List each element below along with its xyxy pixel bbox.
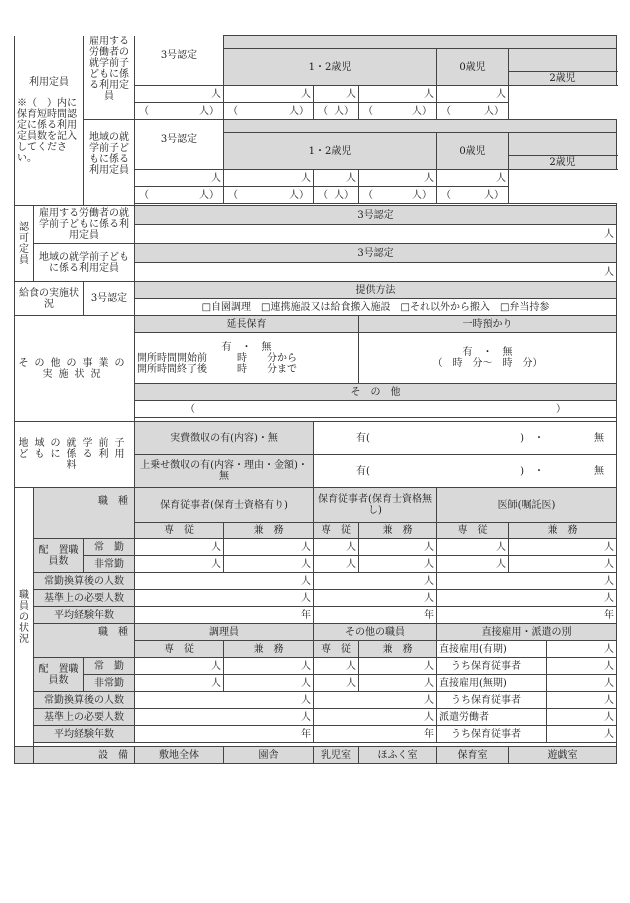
staff-job-type-1: 職 種 xyxy=(34,488,135,539)
os-dedicated-parttime[interactable]: 人 xyxy=(314,675,359,692)
temporary-care-detail[interactable] xyxy=(359,333,617,384)
dispatched-label: 派遣労働者 xyxy=(437,709,547,726)
facility-corner xyxy=(15,747,34,764)
nq-fte[interactable]: 人 xyxy=(135,573,314,590)
other-detail[interactable]: （ ） xyxy=(135,401,617,418)
dr-avg-years[interactable]: 年 xyxy=(437,607,617,624)
facility-col-infant-room: 乳児室 xyxy=(314,747,359,764)
direct-fixed-label: 直接雇用(有期) xyxy=(437,641,547,658)
other-staff-header: その他の職員 xyxy=(314,624,437,641)
required-label-2: 基準上の必要人数 xyxy=(34,709,135,726)
dr-fte[interactable]: 人 xyxy=(437,573,617,590)
fte-label-1: 常勤換算後の人数 xyxy=(34,573,135,590)
employee-age12-header: 1・2歳児 xyxy=(224,49,437,86)
employee-age12-short[interactable]: （ 人） xyxy=(224,103,314,120)
dr-concurrent-parttime[interactable]: 人 xyxy=(509,556,617,573)
local-age12-count[interactable]: 人 xyxy=(224,170,314,187)
nn-concurrent-fulltime[interactable]: 人 xyxy=(359,539,437,556)
cook-concurrent-fulltime[interactable]: 人 xyxy=(224,658,314,675)
employee-age0-short[interactable]: （ 人） xyxy=(437,103,509,120)
cook-header: 調理員 xyxy=(135,624,314,641)
employee-capacity-label: 雇用する労働者の就学前子どもに係る利用定員 xyxy=(84,36,135,120)
employee-age1-short[interactable]: （ 人） xyxy=(359,103,437,120)
approved-local-count[interactable]: 人 xyxy=(135,263,617,282)
parttime-label-2: 非常勤 xyxy=(84,675,135,692)
employee-age0-header: 0歳児 xyxy=(437,49,509,86)
temporary-time: （ 時 分〜 時 分） xyxy=(432,358,543,369)
staff-label: 職員の状況 xyxy=(15,488,34,747)
avg-years-label-1: 平均経験年数 xyxy=(34,607,135,624)
permanent-nursery-count[interactable]: 人 xyxy=(547,692,617,709)
nursery-noqual-header: 保育従事者(保育士資格無し) xyxy=(314,488,437,523)
local-age2-header: 2歳児 xyxy=(509,156,617,170)
fulltime-label-1: 常 勤 xyxy=(84,539,135,556)
local-capacity-label: 地域の就学前子どもに係る利用定員 xyxy=(84,120,135,206)
fulltime-label-2: 常 勤 xyxy=(84,658,135,675)
nn-concurrent-parttime[interactable]: 人 xyxy=(359,556,437,573)
nursery-qual-header: 保育従事者(保育士資格有り) xyxy=(135,488,314,523)
facility-label: 設 備 xyxy=(34,747,135,764)
employee-age0-count[interactable]: 人 xyxy=(437,86,509,103)
capacity-label: 利用定員 xyxy=(29,76,69,88)
nq-concurrent-header: 兼 務 xyxy=(224,523,314,539)
local-age0-header: 0歳児 xyxy=(437,133,509,170)
os-concurrent-parttime[interactable]: 人 xyxy=(359,675,437,692)
nq-dedicated-fulltime[interactable]: 人 xyxy=(135,539,224,556)
nn-required[interactable]: 人 xyxy=(314,590,437,607)
facility-col-building: 園舎 xyxy=(224,747,314,764)
extended-end: 開所時間終了後 時 分まで xyxy=(137,363,297,375)
facility-col-play-room: 遊戯室 xyxy=(509,747,617,764)
cook-dedicated-parttime[interactable]: 人 xyxy=(135,675,224,692)
fees-actual-label: 実費徴収の有(内容)・無 xyxy=(135,422,314,455)
fte-label-2: 常勤換算後の人数 xyxy=(34,692,135,709)
employee-cert3-count[interactable]: 人 xyxy=(135,86,224,103)
local-age2-short[interactable]: （ 人） xyxy=(314,187,359,204)
nq-dedicated-parttime[interactable]: 人 xyxy=(135,556,224,573)
nq-concurrent-parttime[interactable]: 人 xyxy=(224,556,314,573)
approved-local-cert3: 3号認定 xyxy=(135,244,617,263)
local-age-header-band xyxy=(224,120,617,133)
placement-label-1: 配 置職員数 xyxy=(34,539,84,573)
extended-care-detail[interactable] xyxy=(135,333,359,384)
staff-job-type-2: 職 種 xyxy=(34,624,135,658)
local-age0-count[interactable]: 人 xyxy=(437,170,509,187)
placement-label-2: 配 置職員数 xyxy=(34,658,84,692)
dr-dedicated-header: 専 従 xyxy=(437,523,509,539)
nn-dedicated-parttime[interactable]: 人 xyxy=(314,556,359,573)
local-cert3-header: 3号認定 xyxy=(135,120,224,170)
nn-concurrent-header: 兼 務 xyxy=(359,523,437,539)
dr-dedicated-parttime[interactable]: 人 xyxy=(437,556,509,573)
employee-spacer xyxy=(509,49,617,72)
approved-label: 認可定員 xyxy=(15,206,34,282)
required-label-1: 基準上の必要人数 xyxy=(34,590,135,607)
capacity-section xyxy=(15,36,84,206)
avg-years-label-2: 平均経験年数 xyxy=(34,726,135,743)
cook-concurrent-header: 兼 務 xyxy=(224,641,314,658)
os-avg-years[interactable]: 年 xyxy=(314,726,437,743)
dr-concurrent-fulltime[interactable]: 人 xyxy=(509,539,617,556)
local-age2-count[interactable]: 人 xyxy=(314,170,359,187)
local-age1-short[interactable]: （ 人） xyxy=(359,187,437,204)
meal-options[interactable]: □自園調理 □連携施設又は給食搬入施設 □それ以外から搬入 □弁当持参 xyxy=(135,299,617,316)
other-header: そ の 他 xyxy=(135,384,617,401)
facility-col-site: 敷地全体 xyxy=(135,747,224,764)
local-age1-count[interactable]: 人 xyxy=(359,170,437,187)
nn-dedicated-header: 専 従 xyxy=(314,523,359,539)
direct-fixed-count[interactable]: 人 xyxy=(547,641,617,658)
employee-age1-count[interactable]: 人 xyxy=(359,86,437,103)
employee-cert3-short[interactable]: （ 人） xyxy=(135,103,224,120)
local-age12-short[interactable]: （ 人） xyxy=(224,187,314,204)
direct-dispatch-header: 直接雇用・派遣の別 xyxy=(437,624,617,641)
direct-permanent-label: 直接雇用(無期) xyxy=(437,675,547,692)
local-spacer xyxy=(509,133,617,156)
approved-employee-cert3: 3号認定 xyxy=(135,206,617,225)
employee-age-header-band xyxy=(224,36,617,49)
os-required[interactable]: 人 xyxy=(314,709,437,726)
approved-local-label: 地域の就学前子どもに係る利用定員 xyxy=(34,244,135,282)
nn-avg-years[interactable]: 年 xyxy=(314,607,437,624)
employee-age2-count[interactable]: 人 xyxy=(314,86,359,103)
cook-avg-years[interactable]: 年 xyxy=(135,726,314,743)
os-concurrent-header: 兼 務 xyxy=(359,641,437,658)
os-concurrent-fulltime[interactable]: 人 xyxy=(359,658,437,675)
permanent-nursery-label: うち保育従事者 xyxy=(437,692,547,709)
nq-concurrent-fulltime[interactable]: 人 xyxy=(224,539,314,556)
fees-actual-value[interactable]: 有( ) ・ 無 xyxy=(314,422,617,455)
cook-dedicated-fulltime[interactable]: 人 xyxy=(135,658,224,675)
nn-dedicated-fulltime[interactable]: 人 xyxy=(314,539,359,556)
facility-application-form xyxy=(14,35,617,764)
direct-permanent-count[interactable]: 人 xyxy=(547,675,617,692)
temporary-care-header: 一時預かり xyxy=(359,316,617,333)
os-dedicated-fulltime[interactable]: 人 xyxy=(314,658,359,675)
capacity-note: ※（ ）内に保育短時間認定に係る利用定員数を記入してください。 xyxy=(17,97,77,164)
employee-age12-count[interactable]: 人 xyxy=(224,86,314,103)
local-age12-header: 1・2歳児 xyxy=(224,133,437,170)
dispatched-nursery-count[interactable]: 人 xyxy=(547,726,617,743)
local-cert3-count[interactable]: 人 xyxy=(135,170,224,187)
dispatched-nursery-label: うち保育従事者 xyxy=(437,726,547,743)
extended-care-header: 延長保育 xyxy=(135,316,359,333)
meal-cert: 3号認定 xyxy=(84,282,135,316)
fees-surcharge-label: 上乗せ徴収の有(内容・理由・金額)・無 xyxy=(135,455,314,488)
parttime-label-1: 非常勤 xyxy=(84,556,135,573)
fees-surcharge-value[interactable]: 有( ) ・ 無 xyxy=(314,455,617,488)
cook-concurrent-parttime[interactable]: 人 xyxy=(224,675,314,692)
fixed-nursery-label: うち保育従事者 xyxy=(437,658,547,675)
dr-concurrent-header: 兼 務 xyxy=(509,523,617,539)
fees-label: 地域の就学前子どもに係る利用料 xyxy=(15,422,135,488)
temporary-umu: 有 ・ 無 xyxy=(462,347,513,358)
dr-required[interactable]: 人 xyxy=(437,590,617,607)
doctor-header: 医師(嘱託医) xyxy=(437,488,617,523)
nq-avg-years[interactable]: 年 xyxy=(135,607,314,624)
employee-age2-header: 2歳児 xyxy=(509,72,617,86)
facility-col-nursery-room: 保育室 xyxy=(437,747,509,764)
nq-required[interactable]: 人 xyxy=(135,590,314,607)
dispatched-count[interactable]: 人 xyxy=(547,709,617,726)
os-fte[interactable]: 人 xyxy=(314,692,437,709)
employee-age2-short[interactable]: （ 人） xyxy=(314,103,359,120)
nn-fte[interactable]: 人 xyxy=(314,573,437,590)
extended-umu: 有 ・ 無 xyxy=(221,341,272,353)
approved-employee-label: 雇用する労働者の就学前子どもに係る利用定員 xyxy=(34,206,135,244)
fixed-nursery-count[interactable]: 人 xyxy=(547,658,617,675)
facility-col-crawl-room: ほふく室 xyxy=(359,747,437,764)
extended-start: 開所時間開始前 時 分から xyxy=(137,352,297,364)
local-cert3-short[interactable]: （ 人） xyxy=(135,187,224,204)
local-age0-short[interactable]: （ 人） xyxy=(437,187,509,204)
cook-dedicated-header: 専 従 xyxy=(135,641,224,658)
meal-label: 給食の実施状況 xyxy=(15,282,84,316)
os-dedicated-header: 専 従 xyxy=(314,641,359,658)
cook-required[interactable]: 人 xyxy=(135,709,314,726)
approved-employee-count[interactable]: 人 xyxy=(135,225,617,244)
nq-dedicated-header: 専 従 xyxy=(135,523,224,539)
cook-fte[interactable]: 人 xyxy=(135,692,314,709)
dr-dedicated-fulltime[interactable]: 人 xyxy=(437,539,509,556)
other-projects-label: その他の事業の実施状況 xyxy=(15,316,135,422)
employee-cert3-header: 3号認定 xyxy=(135,36,224,86)
meal-method-header: 提供方法 xyxy=(135,282,617,299)
